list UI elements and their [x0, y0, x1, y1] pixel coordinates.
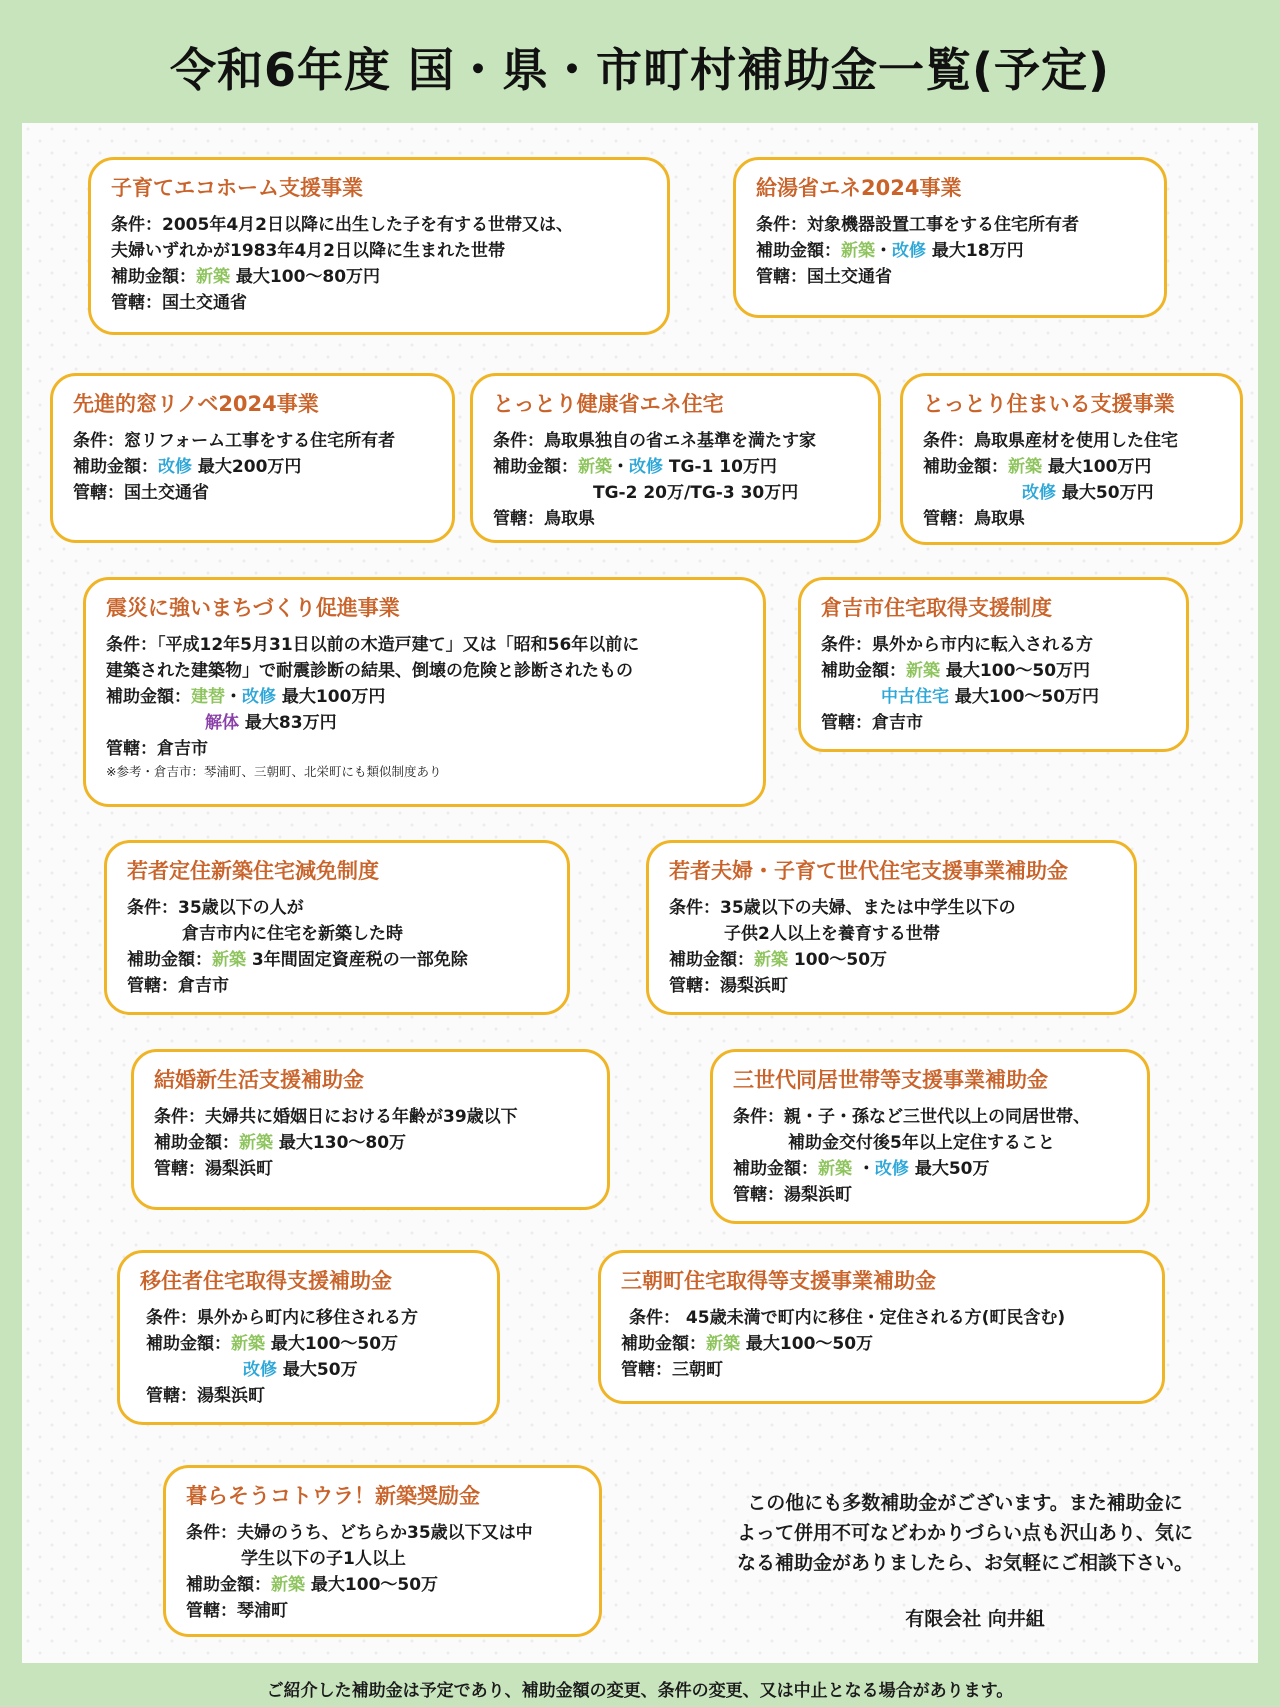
- tag-new-build: 新築: [271, 1575, 305, 1595]
- card-authority: 管轄：倉吉市: [821, 713, 923, 733]
- amount-label: 補助金額：: [106, 687, 191, 707]
- card-authority: 管轄：鳥取県: [923, 509, 1025, 529]
- card-condition: 補助金交付後5年以上定住すること: [788, 1133, 1055, 1153]
- amount-label: 補助金額：: [493, 457, 578, 477]
- card-title: 先進的窓リノベ2024事業: [73, 392, 319, 416]
- amount-label: 補助金額：: [621, 1334, 706, 1354]
- tag-renovation: 改修: [243, 1360, 277, 1380]
- card-ijusha-jutaku-shutoku: [117, 1250, 500, 1425]
- message-line: よって併用不可などわかりづらい点も沢山あり、気に: [736, 1522, 1193, 1544]
- card-condition: 条件：鳥取県産材を使用した住宅: [923, 431, 1178, 451]
- card-condition: 夫婦いずれかが1983年4月2日以降に生まれた世帯: [111, 241, 505, 261]
- amount-value: 最大100～50万円: [949, 687, 1100, 707]
- card-condition: 条件：2005年4月2日以降に出生した子を有する世帯又は、: [111, 215, 573, 235]
- amount-label: 補助金額：: [127, 950, 212, 970]
- message-line: なる補助金がありましたら、お気軽にご相談下さい。: [736, 1552, 1193, 1574]
- card-authority: 管轄：国土交通省: [756, 267, 892, 287]
- card-note: ※参考・倉吉市：琴浦町、三朝町、北栄町にも類似制度あり: [106, 764, 442, 779]
- tag-new-build: 新築: [212, 950, 246, 970]
- amount-label: 補助金額：: [756, 241, 841, 261]
- card-wakamono-fufu-kosodate: [646, 840, 1137, 1015]
- amount-value: 最大50万: [908, 1159, 990, 1179]
- card-kosodate-eco-home: [88, 157, 670, 335]
- card-authority: 管轄：鳥取県: [493, 509, 595, 529]
- amount-value: 最大83万円: [239, 713, 337, 733]
- card-title: 三朝町住宅取得等支援事業補助金: [621, 1269, 936, 1293]
- card-condition: 条件： 45歳未満で町内に移住・定住される方(町民含む): [629, 1308, 1066, 1328]
- card-kurayoshi-jutaku-shutoku: [798, 577, 1189, 752]
- message-line: この他にも多数補助金がございます。また補助金に: [747, 1492, 1183, 1514]
- card-amount-continued: [140, 1357, 479, 1383]
- card-amount: [733, 1156, 1129, 1182]
- tag-renovation: 改修: [1022, 483, 1056, 503]
- tag-new-build: 新築: [196, 267, 230, 287]
- card-condition: 条件：親・子・孫など三世代以上の同居世帯、: [733, 1107, 1090, 1127]
- footer-disclaimer: ご紹介した補助金は予定であり、補助金額の変更、条件の変更、又は中止となる場合があります。: [266, 1681, 1014, 1701]
- card-amount: [73, 454, 434, 480]
- card-authority: 管轄：湯梨浜町: [154, 1159, 273, 1179]
- amount-value: 最大100～50万: [265, 1334, 399, 1354]
- separator: ・: [852, 1159, 875, 1179]
- tag-new-build: 新築: [1008, 457, 1042, 477]
- card-title: 若者定住新築住宅減免制度: [127, 859, 379, 883]
- amount-label: 補助金額：: [733, 1159, 818, 1179]
- card-amount-continued: TG-2 20万/TG-3 30万円: [593, 483, 799, 503]
- amount-label: 補助金額：: [923, 457, 1008, 477]
- separator: ・: [875, 241, 892, 261]
- card-condition: 条件：「平成12年5月31日以前の木造戸建て」又は「昭和56年以前に: [106, 635, 640, 655]
- tag-new-build: 新築: [239, 1133, 273, 1153]
- card-condition: 子供2人以上を養育する世帯: [724, 924, 940, 944]
- tag-renovation: 改修: [158, 457, 192, 477]
- amount-value: 最大50万円: [1056, 483, 1154, 503]
- card-title: 移住者住宅取得支援補助金: [140, 1269, 392, 1293]
- card-authority: 管轄：国土交通省: [73, 483, 209, 503]
- amount-value: 最大100万円: [1042, 457, 1152, 477]
- card-authority: 管轄：琴浦町: [186, 1601, 288, 1621]
- card-amount: [140, 1331, 479, 1357]
- card-amount: [756, 238, 1146, 264]
- tag-new-build: 新築: [906, 661, 940, 681]
- card-condition: 建築された建築物」で耐震診断の結果、倒壊の危険と診断されたもの: [106, 661, 633, 681]
- amount-value: 最大100～50万: [305, 1575, 439, 1595]
- tag-new-build: 新築: [706, 1334, 740, 1354]
- card-amount: [493, 454, 860, 480]
- card-amount: [154, 1130, 589, 1156]
- amount-value: 最大100～50万: [740, 1334, 874, 1354]
- amount-label: 補助金額：: [111, 267, 196, 287]
- card-condition: 条件：夫婦のうち、どちらか35歳以下又は中: [186, 1523, 533, 1543]
- tag-rebuild: 建替: [191, 687, 225, 707]
- card-authority: 管轄：湯梨浜町: [669, 976, 788, 996]
- company-name: 有限会社 向井組: [905, 1608, 1045, 1630]
- card-title: とっとり健康省エネ住宅: [493, 392, 724, 416]
- card-title: 結婚新生活支援補助金: [154, 1068, 364, 1092]
- card-condition: 条件：夫婦共に婚姻日における年齢が39歳以下: [154, 1107, 518, 1127]
- amount-value: 3年間固定資産税の一部免除: [246, 950, 468, 970]
- amount-value: TG-1 10万円: [663, 457, 777, 477]
- card-amount: [621, 1331, 1144, 1357]
- tag-new-build: 新築: [818, 1159, 852, 1179]
- card-condition: 条件：県外から市内に転入される方: [821, 635, 1093, 655]
- card-mado-renove: [50, 373, 455, 543]
- card-condition: 条件：35歳以下の人が: [127, 898, 304, 918]
- amount-value: 最大18万円: [926, 241, 1024, 261]
- amount-label: 補助金額：: [186, 1575, 271, 1595]
- card-condition: 条件：窓リフォーム工事をする住宅所有者: [73, 431, 396, 451]
- card-amount: [186, 1572, 581, 1598]
- amount-value: 最大50万: [277, 1360, 358, 1380]
- tag-renovation: 改修: [874, 1159, 909, 1179]
- card-amount: [127, 947, 549, 973]
- card-amount: [923, 454, 1222, 480]
- card-authority: 管轄：湯梨浜町: [733, 1185, 852, 1205]
- amount-value: 最大100万円: [276, 687, 386, 707]
- card-title: 子育てエコホーム支援事業: [111, 176, 363, 200]
- amount-label: 補助金額：: [154, 1133, 239, 1153]
- card-amount: [669, 947, 1116, 973]
- card-title: 給湯省エネ2024事業: [756, 176, 962, 200]
- card-kyuto-shoene: [733, 157, 1167, 318]
- tag-new-build: 新築: [231, 1334, 265, 1354]
- separator: ・: [612, 457, 629, 477]
- card-amount: [111, 264, 649, 290]
- card-authority: 管轄：倉吉市: [106, 739, 208, 759]
- card-authority: 管轄：倉吉市: [127, 976, 229, 996]
- card-condition: 条件：35歳以下の夫婦、または中学生以下の: [669, 898, 1016, 918]
- amount-label: 補助金額：: [73, 457, 158, 477]
- amount-value: 最大100～80万円: [230, 267, 381, 287]
- tag-demolition: 解体: [205, 713, 239, 733]
- card-kurasou-kotoura: [163, 1465, 602, 1637]
- amount-label: 補助金額：: [821, 661, 906, 681]
- info-message: [690, 1488, 1240, 1578]
- card-amount-continued: [106, 710, 745, 736]
- page-title: 令和6年度 国・県・市町村補助金一覧(予定): [169, 43, 1111, 97]
- card-misasa-jutaku-shutoku: [598, 1250, 1165, 1404]
- amount-value: 100～50万: [788, 950, 888, 970]
- card-condition: 学生以下の子1人以上: [241, 1549, 406, 1569]
- tag-new-build: 新築: [754, 950, 788, 970]
- card-title: とっとり住まいる支援事業: [923, 392, 1175, 416]
- card-tottori-kenko-shoene: [470, 373, 881, 543]
- amount-label: 補助金額：: [669, 950, 754, 970]
- separator: ・: [225, 687, 242, 707]
- card-amount-continued: [923, 480, 1222, 506]
- amount-value: 最大200万円: [192, 457, 302, 477]
- card-amount: [821, 658, 1168, 684]
- card-amount: [106, 684, 745, 710]
- tag-used-home: 中古住宅: [881, 687, 949, 707]
- amount-value: 最大100～50万円: [940, 661, 1091, 681]
- tag-renovation: 改修: [629, 457, 663, 477]
- card-condition: 条件：鳥取県独自の省エネ基準を満たす家: [493, 431, 816, 451]
- card-title: 暮らそうコトウラ！新築奨励金: [186, 1484, 480, 1508]
- tag-renovation: 改修: [892, 241, 926, 261]
- card-condition: 倉吉市内に住宅を新築した時: [182, 924, 403, 944]
- amount-value: 最大130～80万: [273, 1133, 407, 1153]
- card-amount-continued: [821, 684, 1168, 710]
- card-tottori-sumairu: [900, 373, 1243, 545]
- card-sansedai-dokyo: [710, 1049, 1150, 1224]
- card-kekkon-shinseikatsu: [131, 1049, 610, 1210]
- tag-renovation: 改修: [242, 687, 276, 707]
- card-shinsai-machizukuri: [83, 577, 766, 807]
- tag-new-build: 新築: [841, 241, 875, 261]
- card-title: 三世代同居世帯等支援事業補助金: [733, 1068, 1048, 1092]
- card-condition: 条件：県外から町内に移住される方: [146, 1308, 418, 1328]
- card-title: 若者夫婦・子育て世代住宅支援事業補助金: [669, 859, 1068, 883]
- tag-new-build: 新築: [578, 457, 612, 477]
- card-condition: 条件：対象機器設置工事をする住宅所有者: [756, 215, 1079, 235]
- card-title: 震災に強いまちづくり促進事業: [106, 596, 400, 620]
- card-title: 倉吉市住宅取得支援制度: [821, 596, 1052, 620]
- card-authority: 管轄：湯梨浜町: [146, 1386, 265, 1406]
- card-authority: 管轄：三朝町: [621, 1360, 723, 1380]
- card-authority: 管轄：国土交通省: [111, 293, 247, 313]
- card-wakamono-teiju: [104, 840, 570, 1015]
- amount-label: 補助金額：: [146, 1334, 231, 1354]
